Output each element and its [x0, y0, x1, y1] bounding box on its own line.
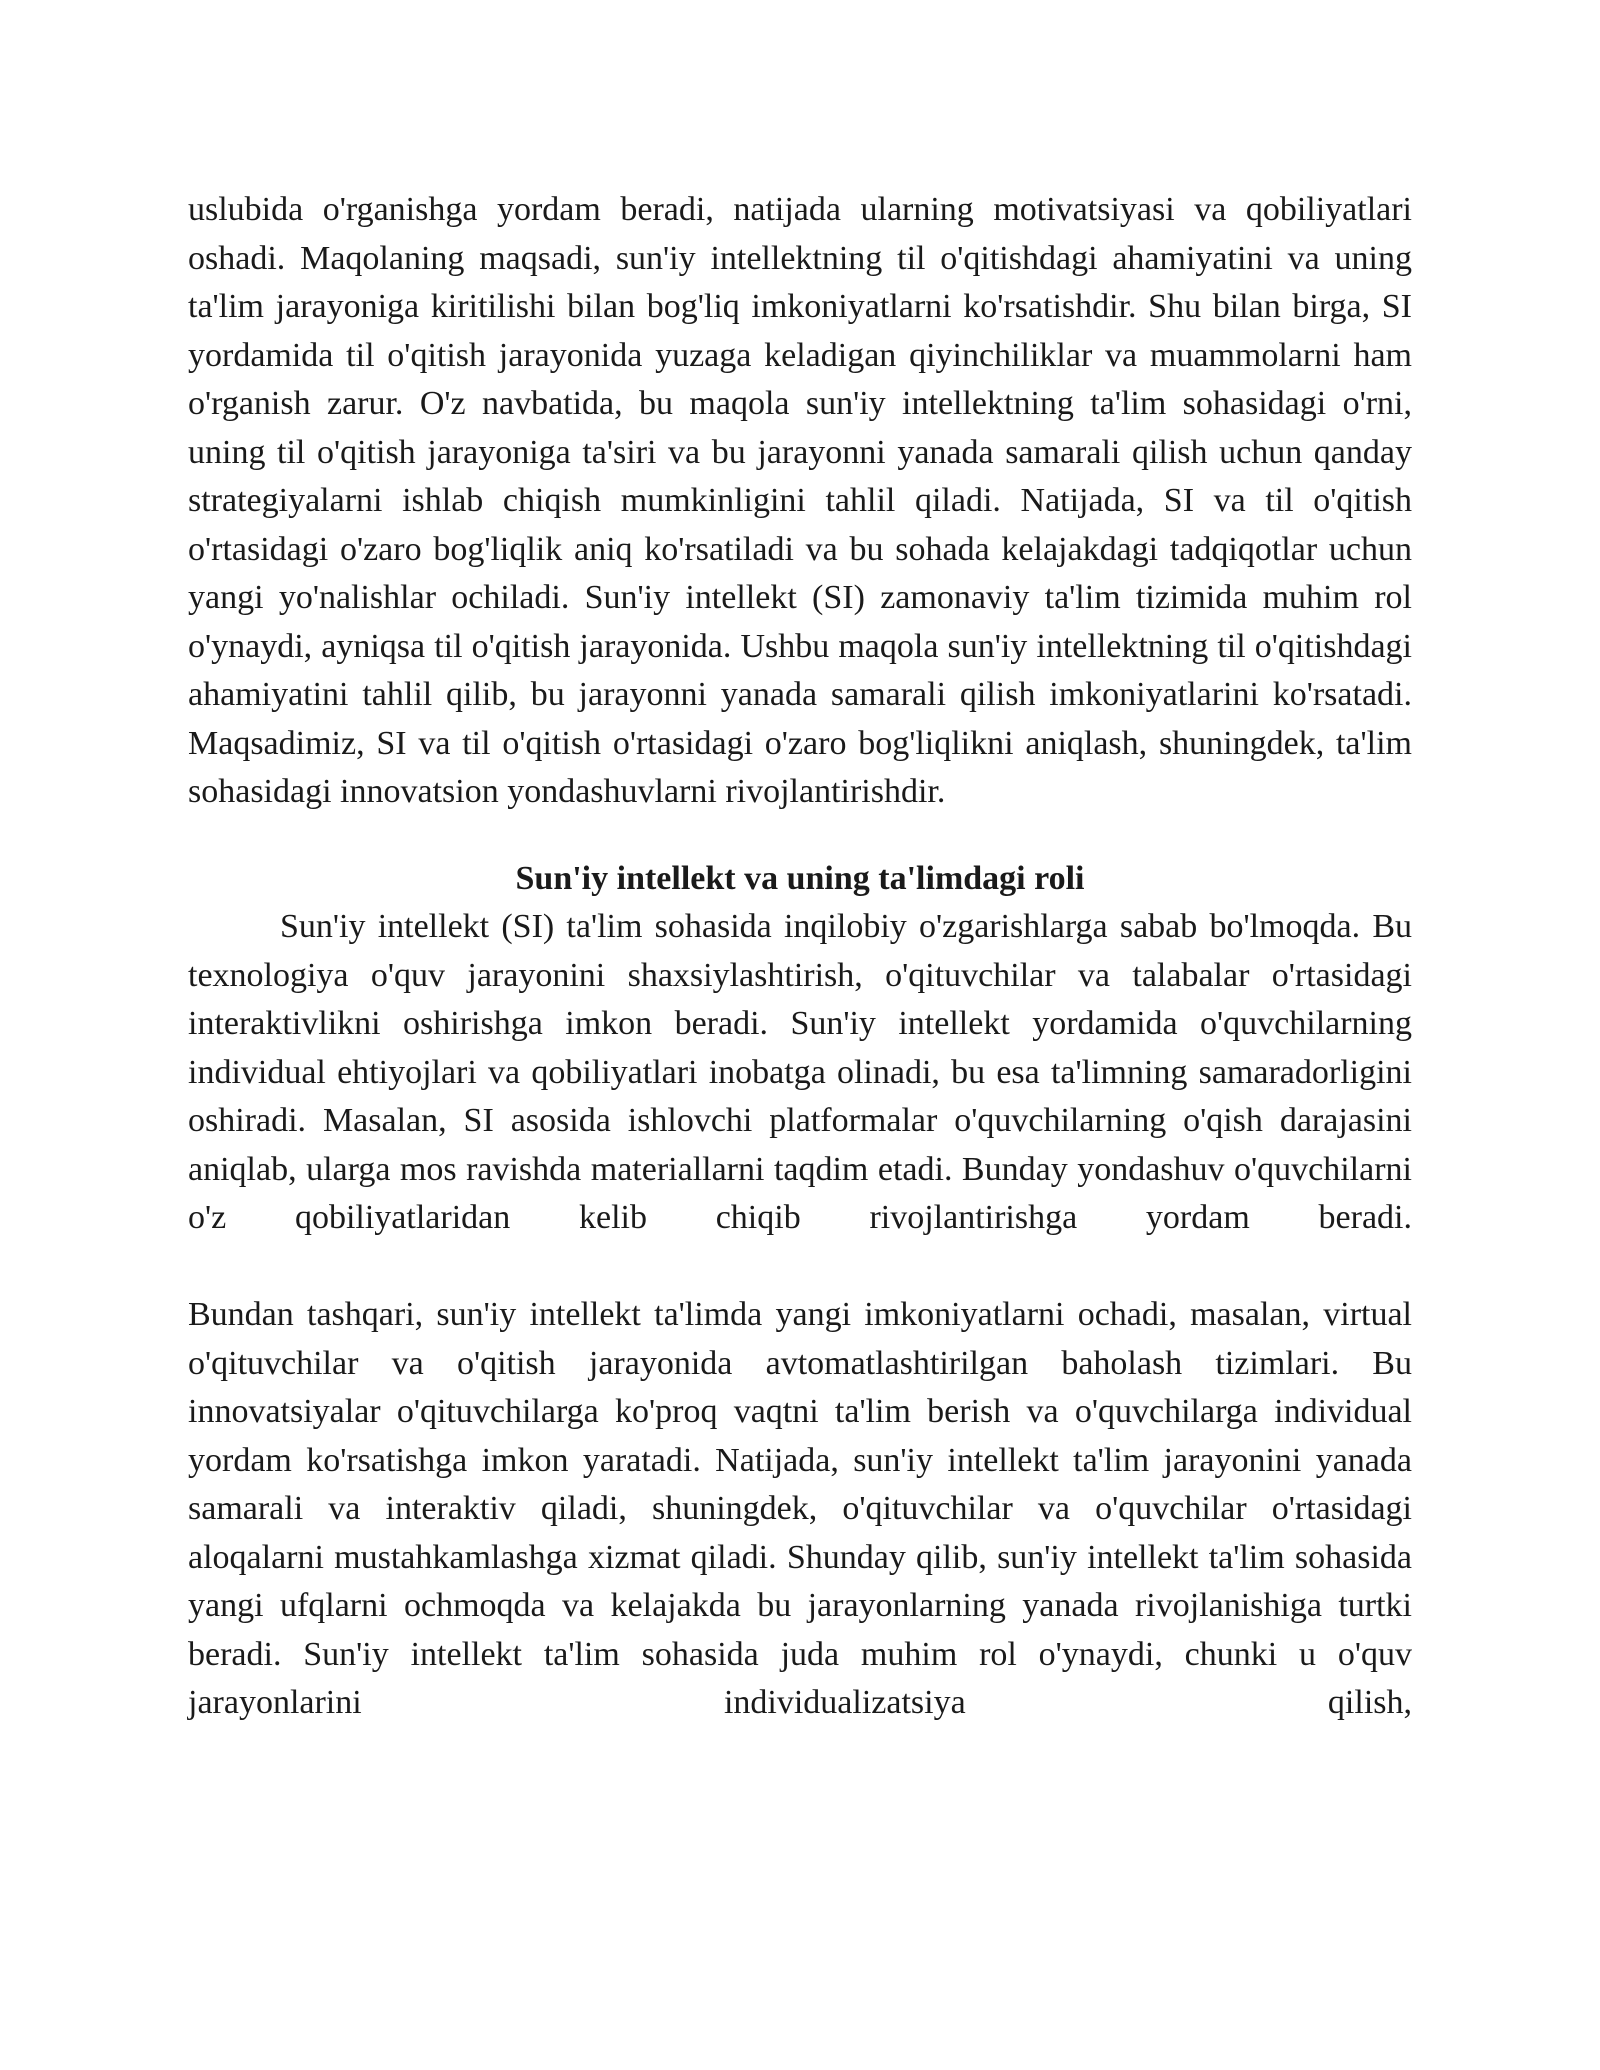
body-paragraph: uslubida o'rganishga yordam beradi, natijada ularning motivatsiyasi va qobiliyatlari oshadi. Maqolaning maqsadi, sun'iy intellektning til o'qitishdagi ahamiyatini va uning ta'lim jarayoniga kiritilishi bilan bog'liq imkoniyatlarni ko'rsatishdir. Shu bilan birga, SI yordamida til o'qitish jarayonida yuzaga keladigan qiyinchiliklar va muammolarni ham o'rganish zarur. O'z navbatida, bu maqola sun'iy intellektning ta'lim sohasidagi o'rni, uning til o'qitish jarayoniga ta'siri va bu jarayonni yanada samarali qilish uchun qanday strategiyalarni ishlab chiqish mumkinligini tahlil qiladi. Natijada, SI va til o'qitish o'rtasidagi o'zaro bog'liqlik aniq ko'rsatiladi va bu sohada kelajakdagi tadqiqotlar uchun yangi yo'nalishlar ochiladi. Sun'iy intellekt (SI) zamonaviy ta'lim tizimida muhim rol o'ynaydi, ayniqsa til o'qitish jarayonida. Ushbu maqola sun'iy intellektning til o'qitishdagi ahamiyatini tahlil qilib, bu jarayonni yanada samarali qilish imkoniyatlarini ko'rsatadi. Maqsadimiz, SI va til o'qitish o'rtasidagi o'zaro bog'liqlikni aniqlash, shuningdek, ta'lim sohasidagi innovatsion yondashuvlarni rivojlantirishdir. [188, 191, 1412, 810]
body-paragraph: Sun'iy intellekt (SI) ta'lim sohasida inqilobiy o'zgarishlarga sabab bo'lmoqda. Bu texnologiya o'quv jarayonini shaxsiylashtirish, o'qituvchilar va talabalar o'rtasidagi interaktivlikni oshirishga imkon beradi. Sun'iy intellekt yordamida o'quvchilarning individual ehtiyojlari va qobiliyatlari inobatga olinadi, bu esa ta'limning samaradorligini oshiradi. Masalan, SI asosida ishlovchi platformalar o'quvchilarning o'qish darajasini aniqlab, ularga mos ravishda materiallarni taqdim etadi. Bunday yondashuv o'quvchilarni o'z qobiliyatlaridan kelib chiqib rivojlantirishga yordam beradi. [188, 908, 1412, 1236]
paragraph-spacer [188, 1243, 1412, 1292]
section-heading: Sun'iy intellekt va uning ta'limdagi roli [515, 859, 1085, 897]
body-paragraph: Bundan tashqari, sun'iy intellekt ta'limda yangi imkoniyatlarni ochadi, masalan, virtual o'qituvchilar va o'qitish jarayonida avtomatlashtirilgan baholash tizimlari. Bu innovatsiyalar o'qituvchilarga ko'proq vaqtni ta'lim berish va o'quvchilarga individual yordam ko'rsatishga imkon yaratadi. Natijada, sun'iy intellekt ta'lim jarayonini yanada samarali va interaktiv qiladi, shuningdek, o'qituvchilar va o'quvchilar o'rtasidagi aloqalarni mustahkamlashga xizmat qiladi. Shunday qilib, sun'iy intellekt ta'lim sohasida yangi ufqlarni ochmoqda va kelajakda bu jarayonlarning yanada rivojlanishiga turtki beradi. Sun'iy intellekt ta'lim sohasida juda muhim rol o'ynaydi, chunki u o'quv jarayonlarini individualizatsiya qilish, [188, 1296, 1412, 1721]
document-page [188, 186, 1412, 1728]
